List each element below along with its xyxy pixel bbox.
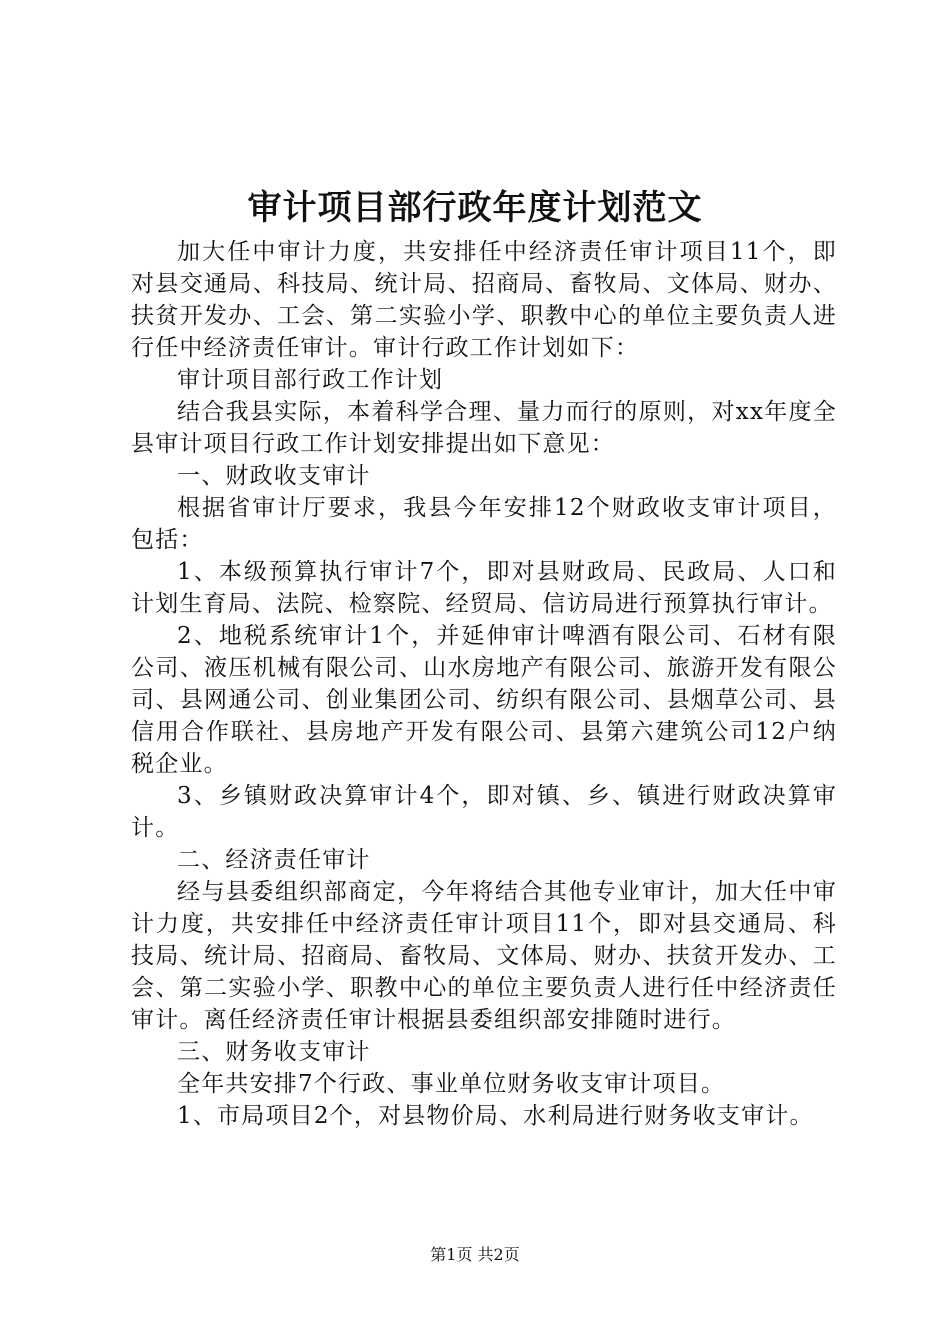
paragraph: 根据省审计厅要求，我县今年安排12个财政收支审计项目，包括： [131,495,837,553]
paragraph: 2、地税系统审计1个，并延伸审计啤酒有限公司、石材有限公司、液压机械有限公司、山水房地产有限公司、旅游开发有限公司、县网通公司、创业集团公司、纺织有限公司、县烟草公司、县信用合作联社、县房地产开发有限公司、县第六建筑公司12户纳税企业。 [131,623,837,777]
paragraph: 全年共安排7个行政、事业单位财务收支审计项目。 [177,1071,726,1097]
section-heading: 一、财政收支审计 [177,463,371,489]
paragraph: 1、本级预算执行审计7个，即对县财政局、民政局、人口和计划生育局、法院、检察院、经贸局、信访局进行预算执行审计。 [131,559,837,617]
page-footer: 第1页 共2页 [430,1245,520,1264]
paragraph: 结合我县实际，本着科学合理、量力而行的原则，对xx年度全县审计项目行政工作计划安排提出如下意见： [131,399,837,457]
document-title: 审计项目部行政年度计划范文 [247,188,703,228]
section-heading: 二、经济责任审计 [177,847,371,873]
section-heading: 三、财务收支审计 [177,1039,371,1065]
paragraph: 1、市局项目2个，对县物价局、水利局进行财务收支审计。 [177,1103,814,1129]
paragraph: 3、乡镇财政决算审计4个，即对镇、乡、镇进行财政决算审计。 [131,783,837,841]
paragraph: 经与县委组织部商定，今年将结合其他专业审计，加大任中审计力度，共安排任中经济责任审计项目11个，即对县交通局、科技局、统计局、招商局、畜牧局、文体局、财办、扶贫开发办、工会、第二实验小学、职教中心的单位主要负责人进行任中经济责任审计。离任经济责任审计根据县委组织部安排随时进行。 [131,879,837,1033]
document-body [131,236,837,1132]
paragraph: 审计项目部行政工作计划 [177,367,444,393]
paragraph: 加大任中审计力度，共安排任中经济责任审计项目11个，即对县交通局、科技局、统计局、招商局、畜牧局、文体局、财办、扶贫开发办、工会、第二实验小学、职教中心的单位主要负责人进行任中经济责任审计。审计行政工作计划如下： [131,239,837,361]
